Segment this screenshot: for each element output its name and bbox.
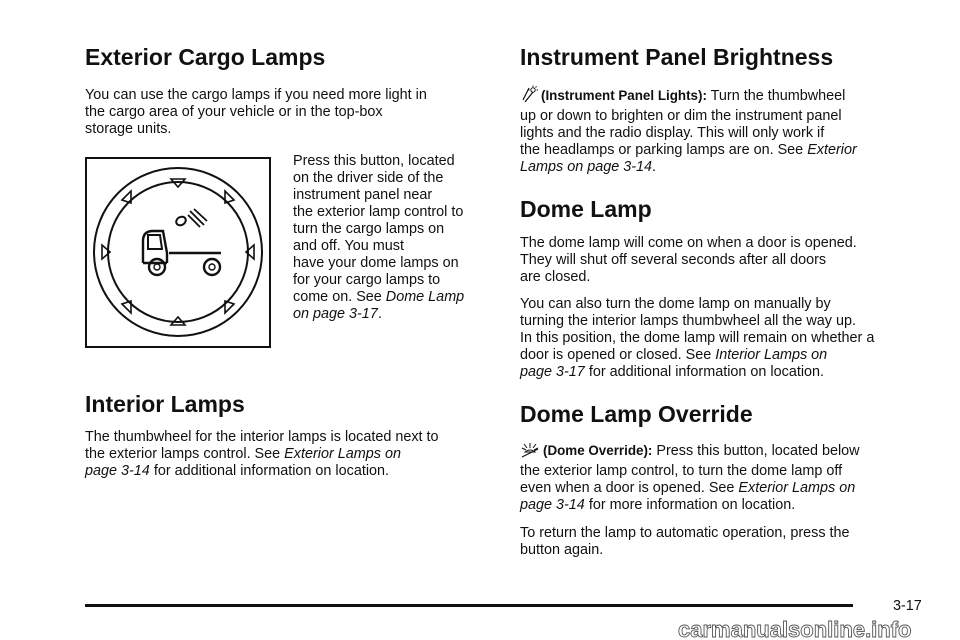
text-line: come on. See bbox=[293, 289, 386, 305]
text-line: up or down to brighten or dim the instrument panel bbox=[520, 108, 842, 124]
cargo-lamp-button-icon bbox=[87, 159, 269, 346]
text-line: the exterior lamp control to bbox=[293, 204, 464, 220]
paragraph-dome-override bbox=[520, 442, 930, 514]
link-interior-lamps-page[interactable]: page 3-17 bbox=[520, 364, 585, 380]
text-line: and off. You must bbox=[293, 238, 404, 254]
label-dome-override: (Dome Override): bbox=[543, 443, 653, 458]
link-dome-lamp[interactable]: Dome Lamp bbox=[385, 289, 465, 305]
page-number: 3-17 bbox=[893, 598, 922, 614]
paragraph-dome-override-return bbox=[520, 525, 930, 559]
text-line: turning the interior lamps thumbwheel all the way up. bbox=[520, 313, 856, 329]
link-interior-lamps[interactable]: Interior Lamps on bbox=[715, 347, 828, 363]
paragraph-exterior-cargo-intro bbox=[85, 87, 505, 138]
text-line: You can use the cargo lamps if you need more light in bbox=[85, 87, 427, 103]
link-exterior-lamps[interactable]: Exterior Lamps on bbox=[284, 446, 401, 462]
heading-instrument-panel-brightness: Instrument Panel Brightness bbox=[520, 44, 834, 70]
text-line: for additional information on location. bbox=[584, 364, 825, 380]
text-line: button again. bbox=[520, 542, 604, 558]
text-line: storage units. bbox=[85, 121, 172, 137]
heading-dome-lamp: Dome Lamp bbox=[520, 196, 652, 222]
text-line: . bbox=[652, 159, 657, 175]
instrument-panel-lights-icon bbox=[520, 85, 538, 108]
link-exterior-lamps-page[interactable]: page 3-14 bbox=[520, 497, 585, 513]
svg-text:carmanualsonline.info: carmanualsonline.info bbox=[678, 618, 912, 640]
paragraph-instrument-panel-lights bbox=[520, 85, 930, 176]
heading-interior-lamps: Interior Lamps bbox=[85, 391, 245, 417]
text-line: the cargo area of your vehicle or in the top-box bbox=[85, 104, 383, 120]
text-line: for additional information on location. bbox=[149, 463, 390, 479]
text-line: Turn the thumbwheel bbox=[706, 88, 846, 104]
text-line: The dome lamp will come on when a door is opened. bbox=[520, 235, 857, 251]
text-line: on the driver side of the bbox=[293, 170, 444, 186]
text-line: turn the cargo lamps on bbox=[293, 221, 445, 237]
dome-override-icon bbox=[520, 442, 540, 463]
text-line: are closed. bbox=[520, 269, 591, 285]
paragraph-dome-lamp-1 bbox=[520, 235, 930, 286]
link-exterior[interactable]: Exterior bbox=[807, 142, 857, 158]
link-exterior-lamps[interactable]: Exterior Lamps on bbox=[738, 480, 856, 496]
text-line: the headlamps or parking lamps are on. See bbox=[520, 142, 808, 158]
heading-exterior-cargo-lamps: Exterior Cargo Lamps bbox=[85, 44, 326, 70]
cargo-lamp-button-illustration bbox=[85, 157, 271, 348]
footer-rule bbox=[85, 604, 853, 607]
label-instrument-panel-lights: (Instrument Panel Lights): bbox=[541, 88, 707, 103]
text-line: . bbox=[377, 306, 382, 322]
paragraph-interior-lamps bbox=[85, 429, 505, 480]
text-line: have your dome lamps on bbox=[293, 255, 459, 271]
paragraph-exterior-cargo-button bbox=[293, 153, 503, 323]
text-line: for your cargo lamps to bbox=[293, 272, 441, 288]
text-line: the exterior lamp control, to turn the dome lamp off bbox=[520, 463, 843, 479]
text-line: Press this button, located bbox=[293, 153, 455, 169]
text-line: even when a door is opened. See bbox=[520, 480, 739, 496]
text-line: instrument panel near bbox=[293, 187, 433, 203]
text-line: The thumbwheel for the interior lamps is located next to bbox=[85, 429, 439, 445]
link-exterior-lamps-page[interactable]: page 3-14 bbox=[85, 463, 150, 479]
link-exterior-lamps-page[interactable]: Lamps on page 3-14 bbox=[520, 159, 653, 175]
link-dome-lamp-page[interactable]: on page 3-17 bbox=[293, 306, 378, 322]
text-line: the exterior lamps control. See bbox=[85, 446, 285, 462]
text-line: door is opened or closed. See bbox=[520, 347, 716, 363]
text-line: lights and the radio display. This will only work if bbox=[520, 125, 825, 141]
text-line: They will shut off several seconds after all doors bbox=[520, 252, 827, 268]
heading-dome-lamp-override: Dome Lamp Override bbox=[520, 401, 753, 427]
text-line: for more information on location. bbox=[584, 497, 796, 513]
paragraph-dome-lamp-2 bbox=[520, 296, 930, 381]
text-line: You can also turn the dome lamp on manually by bbox=[520, 296, 831, 312]
text-line: To return the lamp to automatic operation, press the bbox=[520, 525, 850, 541]
watermark-logo bbox=[676, 618, 960, 640]
text-line: Press this button, located below bbox=[652, 443, 860, 459]
text-line: In this position, the dome lamp will remain on whether a bbox=[520, 330, 875, 346]
